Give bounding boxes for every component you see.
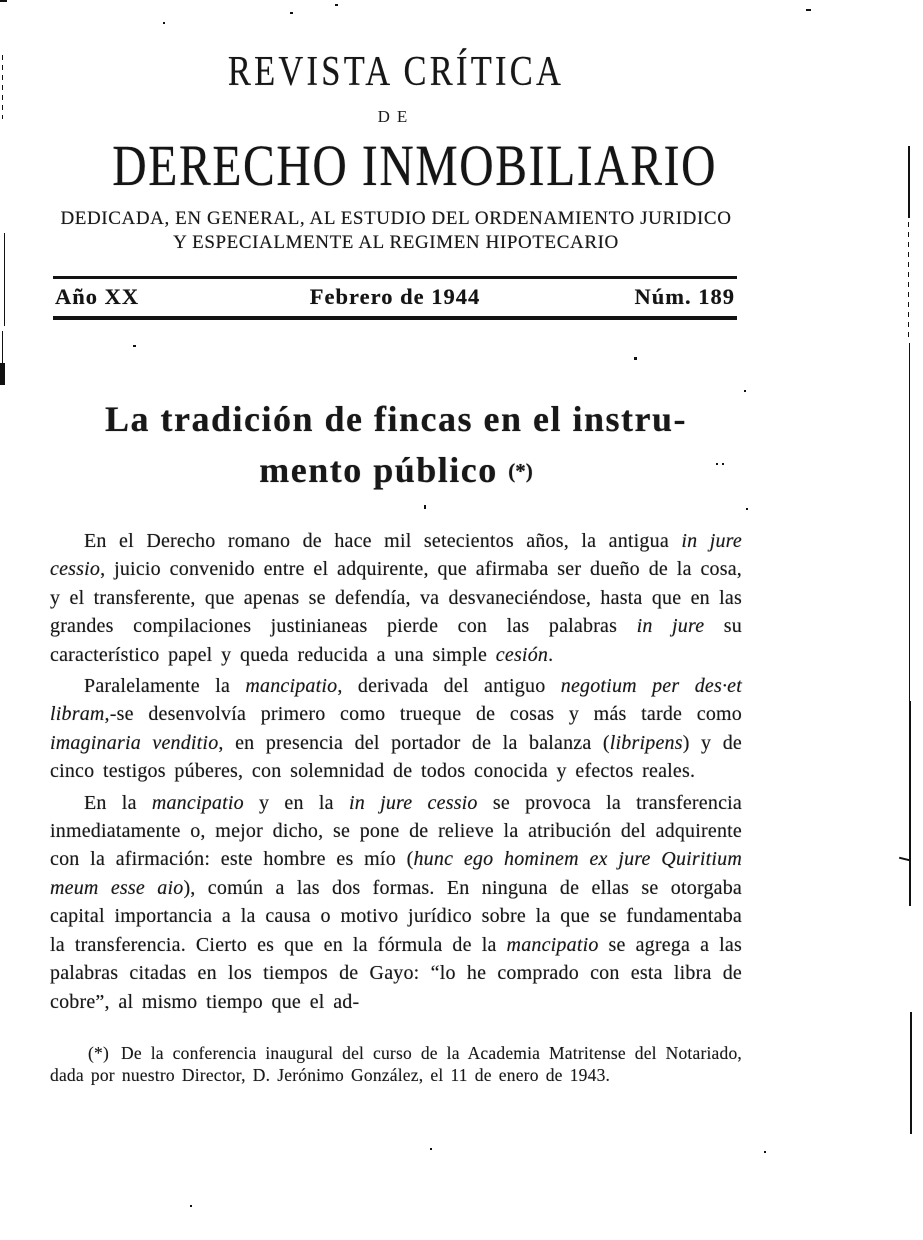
paragraph: Paralelamente la mancipatio, derivada del antiguo negotium per des·et libram,-se desenvolvía primero como trueque de cosas y más tarde como imaginaria venditio, en presencia del portador de la balanza (libripens) y de cinco testigos púberes, con solemnidad de todos conocida y efectos reales. [50, 675, 742, 783]
scan-artifact [0, 0, 7, 2]
scan-artifact [4, 233, 5, 326]
article-title-line2: mento público [259, 450, 498, 490]
scan-artifact [910, 1012, 912, 1134]
footnote-text: De la conferencia inaugural del curso de la Academia Matritense del Notariado, dada por nuestro Director, D. Jerónimo González, el 11 de enero de 1943. [50, 1042, 742, 1086]
footnote-paragraph [50, 1042, 742, 1087]
scan-artifact [744, 390, 746, 392]
article-title-line1: La tradición de fincas en el instru- [105, 399, 687, 439]
scan-artifact [909, 701, 911, 906]
masthead-connector: DE [377, 107, 415, 126]
issue-date: Febrero de 1944 [309, 284, 481, 309]
masthead-main-title: DERECHO INMOBILIARIO [112, 133, 718, 198]
article-body [50, 527, 742, 1087]
masthead-subtitle-line1: DEDICADA, EN GENERAL, AL ESTUDIO DEL ORDENAMIENTO JURIDICO [60, 208, 732, 229]
article-title [50, 394, 742, 497]
scan-artifact [908, 222, 909, 340]
scan-artifact [806, 9, 811, 11]
page-content [50, 0, 742, 1240]
footnote [50, 1042, 742, 1087]
paragraph: En el Derecho romano de hace mil setecientos años, la antigua in jure cessio, juicio convenido entre el adquirente, que afirmaba ser dueño de la cosa, y el transferente, que apenas se defendía, va desvaneciéndose, hasta que en las grandes compilaciones justinianeas pierde con las palabras in jure su característico papel y queda reducida a una simple cesión. [50, 530, 742, 666]
scan-artifact [764, 1151, 766, 1153]
scan-artifact [2, 55, 3, 119]
masthead-title: REVISTA CRÍTICA [227, 49, 565, 95]
scan-artifact [908, 146, 910, 218]
scan-artifact [909, 343, 910, 701]
issue-bar [53, 276, 737, 320]
paragraph: En la mancipatio y en la in jure cessio se provoca la transferencia inmediatamente o, mejor dicho, se pone de relieve la atribución del adquirente con la afirmación: este hombre es mío (hunc ego hominem ex jure Quiritium meum esse aio), común a las dos formas. En ninguna de ellas se otorgaba capital importancia a la causa o motivo jurídico sobre la que se fundamentaba la transferencia. Cierto es que en la fórmula de la mancipatio se agrega a las palabras citadas en los tiempos de Gayo: “lo he comprado con esta libra de cobre”, al mismo tiempo que el ad- [50, 791, 743, 1013]
issue-year: Año XX [55, 284, 140, 309]
masthead-subtitle-line2: Y ESPECIALMENTE AL REGIMEN HIPOTECARIO [173, 232, 619, 253]
footnote-marker: (*) [88, 1042, 110, 1063]
scan-artifact [0, 363, 5, 385]
article-title-footnote-marker: (*) [508, 459, 533, 483]
issue-number: Núm. 189 [634, 284, 735, 309]
scan-artifact [746, 508, 748, 510]
